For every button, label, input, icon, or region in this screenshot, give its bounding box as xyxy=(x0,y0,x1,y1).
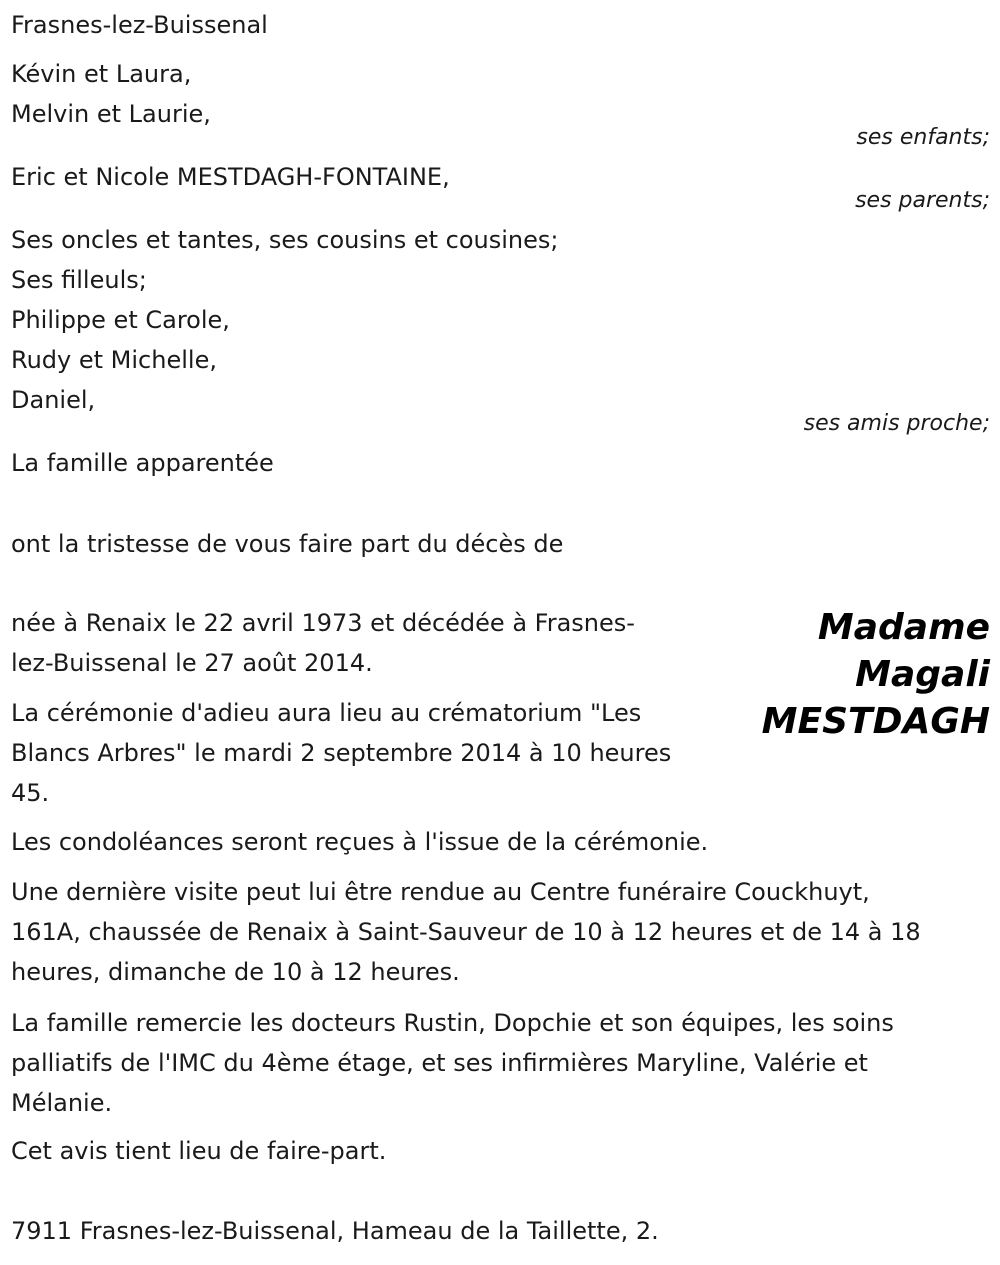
birth-death-line-2: lez-Buissenal le 27 août 2014. xyxy=(11,649,373,677)
parents-role: ses parents; xyxy=(855,188,990,213)
announcement: ont la tristesse de vous faire part du décès de xyxy=(11,530,564,558)
ceremony-line-3: 45. xyxy=(11,779,50,807)
parents-line-1: Eric et Nicole MESTDAGH-FONTAINE, xyxy=(11,163,450,191)
children-line-1: Kévin et Laura, xyxy=(11,60,192,88)
header-place: Frasnes-lez-Buissenal xyxy=(11,11,268,39)
friends-line-3: Philippe et Carole, xyxy=(11,306,230,334)
ceremony-line-1: La cérémonie d'adieu aura lieu au crématorium "Les xyxy=(11,699,642,727)
friends-role: ses amis proche; xyxy=(803,411,990,436)
friends-line-4: Rudy et Michelle, xyxy=(11,346,217,374)
thanks-line-3: Mélanie. xyxy=(11,1089,113,1117)
deceased-first-name: Magali xyxy=(855,654,990,695)
children-line-2: Melvin et Laurie, xyxy=(11,100,211,128)
deceased-last-name: MESTDAGH xyxy=(761,701,990,742)
thanks-line-1: La famille remercie les docteurs Rustin, Dopchie et son équipes, les soins xyxy=(11,1009,894,1037)
condolences: Les condoléances seront reçues à l'issue de la cérémonie. xyxy=(11,828,709,856)
friends-line-2: Ses filleuls; xyxy=(11,266,147,294)
children-role: ses enfants; xyxy=(856,125,990,150)
visit-line-3: heures, dimanche de 10 à 12 heures. xyxy=(11,958,460,986)
thanks-line-2: palliatifs de l'IMC du 4ème étage, et ses infirmières Maryline, Valérie et xyxy=(11,1049,868,1077)
birth-death-line-1: née à Renaix le 22 avril 1973 et décédée à Frasnes- xyxy=(11,609,635,637)
ceremony-line-2: Blancs Arbres" le mardi 2 septembre 2014 à 10 heures xyxy=(11,739,672,767)
notice: Cet avis tient lieu de faire-part. xyxy=(11,1137,387,1165)
friends-line-1: Ses oncles et tantes, ses cousins et cousines; xyxy=(11,226,559,254)
deceased-name xyxy=(762,604,990,745)
address: 7911 Frasnes-lez-Buissenal, Hameau de la Taillette, 2. xyxy=(11,1217,659,1245)
friends-line-5: Daniel, xyxy=(11,386,96,414)
deceased-title: Madame xyxy=(817,607,990,648)
visit-line-2: 161A, chaussée de Renaix à Saint-Sauveur de 10 à 12 heures et de 14 à 18 xyxy=(11,918,921,946)
family-line-1: La famille apparentée xyxy=(11,449,274,477)
visit-line-1: Une dernière visite peut lui être rendue au Centre funéraire Couckhuyt, xyxy=(11,878,870,906)
